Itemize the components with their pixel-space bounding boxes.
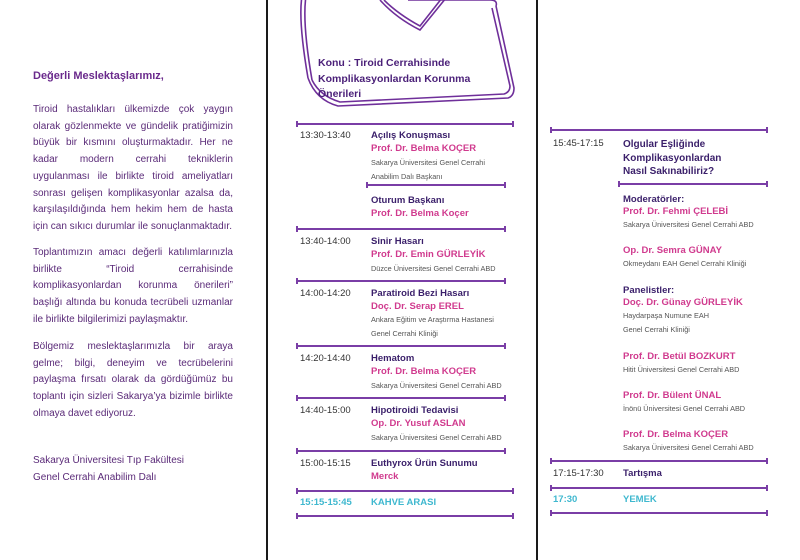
program-column-2 — [538, 0, 800, 560]
coffee-break-time: 15:15-15:45 — [300, 497, 352, 508]
moderator-name: Op. Dr. Semra GÜNAY — [623, 245, 722, 256]
panelist-name: Prof. Dr. Bülent ÜNAL — [623, 390, 722, 401]
session-title: Hematom — [371, 353, 415, 364]
topic-line-2: Komplikasyonlardan Korunma — [318, 72, 471, 85]
affiliation-line: Sakarya Üniversitesi Genel Cerrahi — [371, 158, 485, 167]
greeting: Değerli Meslektaşlarımız, — [33, 70, 164, 82]
separator — [296, 397, 506, 399]
coffee-break-label: KAHVE ARASI — [371, 497, 437, 508]
dinner-label: YEMEK — [623, 494, 657, 505]
panelist-name: Prof. Dr. Betül BOZKURT — [623, 351, 736, 362]
panelist-affiliation — [623, 363, 739, 377]
discussion-label: Tartışma — [623, 468, 662, 479]
sponsor-name: Merck — [371, 471, 399, 482]
intro-paragraph-3: Bölgemiz meslektaşlarımızla bir araya gelme; bilgi, deneyim ve tecrübelerini paylaşma fırsatı olarak da gördüğümüz bu toplantı için sizleri Sakarya’ya bizimle birlikte olmaya davet ediyoruz. — [33, 341, 233, 419]
affiliation-line: Hitit Üniversitesi Genel Cerrahi ABD — [623, 365, 740, 374]
dinner-time: 17:30 — [553, 494, 578, 505]
signature-line-2: Genel Cerrahi Anabilim Dalı — [33, 471, 157, 483]
topic-line-1: Konu : Tiroid Cerrahisinde — [318, 57, 451, 69]
session-time: 15:00-15:15 — [300, 458, 351, 469]
intro-paragraph-2: Toplantımızın amacı değerli katılımlarınızla birlikte “Tiroid cerrahisinde komplikasyonlardan korunma önerileri” başlığı altında bu konuda tecrübeli uzmanlar ile birlikte bilgilerimizi paylaşmaktır. — [33, 247, 233, 325]
session-title: Paratiroid Bezi Hasarı — [371, 288, 470, 299]
speaker-affiliation — [371, 379, 502, 393]
separator — [296, 228, 506, 230]
affiliation-line: Sakarya Üniversitesi Genel Cerrahi ABD — [623, 220, 754, 229]
affiliation-line: Genel Cerrahi Kliniği — [371, 329, 438, 338]
session-speaker: Prof. Dr. Belma KOÇER — [371, 143, 477, 154]
moderators-label: Moderatörler: — [623, 194, 685, 205]
panelist-affiliation — [623, 441, 754, 455]
panel-title-line: Komplikasyonlardan — [623, 152, 722, 164]
panelist-affiliation — [623, 402, 745, 416]
intro-paragraph-1: Tiroid hastalıkları ülkemizde çok yaygın olarak gözlenmekte ve gündelik pratiğimizin büyük bir kısmını oluşturmaktadır. Her ne kadar modern cerrahi tekniklerin uygulanması ile birlikte tiroid ameliyatları sonrası gelişen komplikasyonlar azalsa da, karşılaşıldığında hem hekim hem de hasta için can sıkıcı durumlar ile sonuçlanmaktadır. — [33, 104, 233, 232]
panel-title-line: Olgular Eşliğinde — [623, 139, 706, 150]
topic-title — [318, 56, 518, 103]
panel-time: 15:45-17:15 — [553, 138, 604, 149]
program-column-1 — [268, 0, 536, 560]
session-speaker: Op. Dr. Yusuf ASLAN — [371, 418, 466, 429]
speaker-affiliation — [371, 313, 494, 341]
affiliation-line: Sakarya Üniversitesi Genel Cerrahi ABD — [371, 433, 502, 442]
separator — [550, 512, 768, 514]
session-time: 14:20-14:40 — [300, 353, 351, 364]
panelists-label: Panelistler: — [623, 285, 675, 296]
invitation-letter — [0, 0, 266, 560]
panelist-name: Doç. Dr. Günay GÜRLEYİK — [623, 297, 743, 308]
affiliation-line: Sakarya Üniversitesi Genel Cerrahi ABD — [623, 443, 754, 452]
session-time: 13:30-13:40 — [300, 130, 351, 141]
separator — [550, 460, 768, 462]
panel-title-line: Nasıl Sakınabiliriz? — [623, 166, 715, 177]
separator — [296, 515, 514, 517]
moderator-affiliation — [623, 257, 746, 271]
session-time: 14:00-14:20 — [300, 288, 351, 299]
affiliation-line: Okmeydanı EAH Genel Cerrahi Kliniği — [623, 259, 747, 268]
session-title: Açılış Konuşması — [371, 130, 451, 141]
affiliation-line: Genel Cerrahi Kliniği — [623, 325, 690, 334]
panelist-name: Prof. Dr. Belma KOÇER — [623, 429, 729, 440]
panelist-affiliation — [623, 309, 709, 337]
session-speaker: Doç. Dr. Serap EREL — [371, 301, 464, 312]
separator — [296, 123, 514, 125]
session-time: 13:40-14:00 — [300, 236, 351, 247]
panel-title — [623, 138, 721, 179]
session-chair: Prof. Dr. Belma Koçer — [371, 208, 469, 219]
separator — [618, 183, 768, 185]
topic-line-3: Önerileri — [318, 88, 362, 100]
moderator-name: Prof. Dr. Fehmi ÇELEBİ — [623, 206, 729, 217]
affiliation-line: Sakarya Üniversitesi Genel Cerrahi ABD — [371, 381, 502, 390]
session-title: Sinir Hasarı — [371, 236, 424, 247]
separator — [550, 129, 768, 131]
affiliation-line: Haydarpaşa Numune EAH — [623, 311, 709, 320]
affiliation-line: Ankara Eğitim ve Araştırma Hastanesi — [371, 315, 494, 324]
affiliation-line: İnönü Üniversitesi Genel Cerrahi ABD — [623, 404, 746, 413]
separator — [296, 490, 514, 492]
signature-line-1: Sakarya Üniversitesi Tıp Fakültesi — [33, 455, 184, 466]
separator — [296, 345, 506, 347]
session-speaker: Prof. Dr. Emin GÜRLEYİK — [371, 249, 486, 260]
moderator-affiliation — [623, 218, 754, 232]
separator — [296, 450, 506, 452]
separator — [296, 280, 506, 282]
affiliation-line: Anabilim Dalı Başkanı — [371, 172, 443, 181]
speaker-affiliation — [371, 431, 502, 445]
separator — [550, 487, 768, 489]
signature — [33, 453, 184, 486]
affiliation-line: Düzce Üniversitesi Genel Cerrahi ABD — [371, 264, 496, 273]
session-title: Euthyrox Ürün Sunumu — [371, 458, 478, 469]
discussion-time: 17:15-17:30 — [553, 468, 604, 479]
session-speaker: Prof. Dr. Belma KOÇER — [371, 366, 477, 377]
session-time: 14:40-15:00 — [300, 405, 351, 416]
session-title: Hipotiroidi Tedavisi — [371, 405, 459, 416]
speaker-affiliation — [371, 156, 485, 184]
separator — [366, 184, 506, 186]
session-title: Oturum Başkanı — [371, 195, 445, 206]
speaker-affiliation — [371, 262, 496, 276]
